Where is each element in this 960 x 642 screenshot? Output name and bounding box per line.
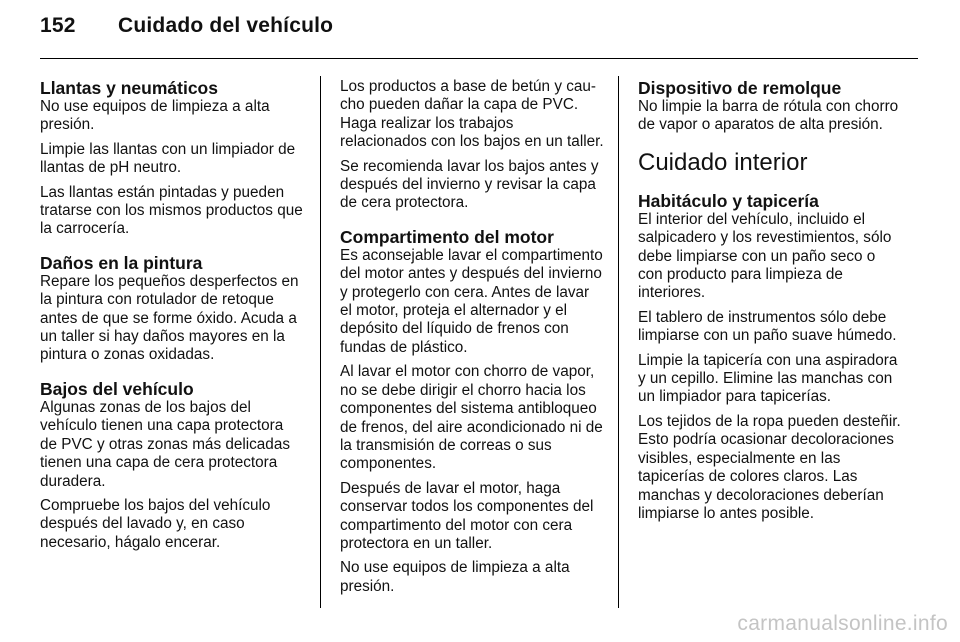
paragraph: No use equipos de limpieza a alta presión. xyxy=(40,98,270,134)
column-1 xyxy=(40,78,304,566)
paragraph: Limpie la tapicería con una aspiradora y un cepillo. Elimine las manchas con un limpiador para tapicerías. xyxy=(638,351,898,406)
section-habitaculo xyxy=(638,191,904,524)
section-bajos-continued xyxy=(340,78,604,213)
column-divider-2 xyxy=(618,76,619,608)
paragraph: Se recomienda lavar los bajos antes y después del invierno y revisar la capa de cera protectora. xyxy=(340,157,599,212)
section-heading: Bajos del vehículo xyxy=(40,378,194,399)
section-heading: Compartimento del motor xyxy=(340,226,554,247)
paragraph: Los productos a base de betún y cau- cho pueden dañar la capa de PVC. Haga realizar los trabajos relacionados con los bajos en un taller. xyxy=(340,78,604,151)
section-pintura xyxy=(40,253,304,365)
major-heading: Cuidado interior xyxy=(638,148,808,176)
paragraph: Las llantas están pintadas y pueden tratarse con los mismos productos que la carrocería. xyxy=(40,183,303,238)
paragraph: Es aconsejable lavar el compartimento del motor antes y después del invierno y protegerlo con cera. Antes de lavar el motor, proteja el alternador y el depósito del líquido de frenos con fundas de plástico. xyxy=(340,246,603,356)
section-motor xyxy=(340,227,604,596)
paragraph: Algunas zonas de los bajos del vehículo tienen una capa protectora de PVC y otras zonas más delicadas tienen una capa de cera protectora duradera. xyxy=(40,398,290,490)
page-number: 152 xyxy=(40,14,76,37)
paragraph: El interior del vehículo, incluido el salpicadero y los revestimientos, sólo debe limpiarse con un paño seco o con producto para limpieza de interiores. xyxy=(638,210,892,302)
section-remolque xyxy=(638,78,904,135)
paragraph: Limpie las llantas con un limpiador de llantas de pH neutro. xyxy=(40,140,296,177)
column-2 xyxy=(340,78,604,610)
section-heading: Habitáculo y tapicería xyxy=(638,190,819,211)
section-heading: Daños en la pintura xyxy=(40,252,203,273)
page-title: Cuidado del vehículo xyxy=(118,14,334,37)
column-3 xyxy=(638,78,904,537)
paragraph: Al lavar el motor con chorro de vapor, no se debe dirigir el chorro hacia los componentes del sistema antibloqueo de frenos, del aire acondicionado ni de la transmisión de correas o sus componentes. xyxy=(340,363,603,473)
section-heading: Llantas y neumáticos xyxy=(40,78,218,98)
section-llantas xyxy=(40,78,304,239)
page-header xyxy=(40,14,333,38)
column-divider-1 xyxy=(320,76,321,608)
paragraph: Compruebe los bajos del vehículo después del lavado y, en caso necesario, hágalo encerar. xyxy=(40,496,271,551)
paragraph: Los tejidos de la ropa pueden desteñir. Esto podría ocasionar decoloraciones visibles, especialmente en las tapicerías de colores claros. Las manchas y decoloraciones deberían limpiarse lo antes posible. xyxy=(638,412,901,522)
section-heading: Dispositivo de remolque xyxy=(638,78,842,98)
paragraph: No use equipos de limpieza a alta presión. xyxy=(340,559,570,595)
header-rule xyxy=(40,58,918,59)
section-bajos xyxy=(40,379,304,552)
paragraph: Después de lavar el motor, haga conservar todos los componentes del compartimento del motor con cera protectora en un taller. xyxy=(340,479,594,552)
paragraph: Repare los pequeños desperfectos en la pintura con rotulador de retoque antes de que se forme óxido. Acuda a un taller si hay daños mayores en la pintura o zonas oxidadas. xyxy=(40,272,299,364)
watermark: carmanualsonline.info xyxy=(737,612,948,635)
paragraph: El tablero de instrumentos sólo debe limpiarse con un paño suave húmedo. xyxy=(638,308,897,345)
paragraph: No limpie la barra de rótula con chorro de vapor o aparatos de alta presión. xyxy=(638,98,899,134)
